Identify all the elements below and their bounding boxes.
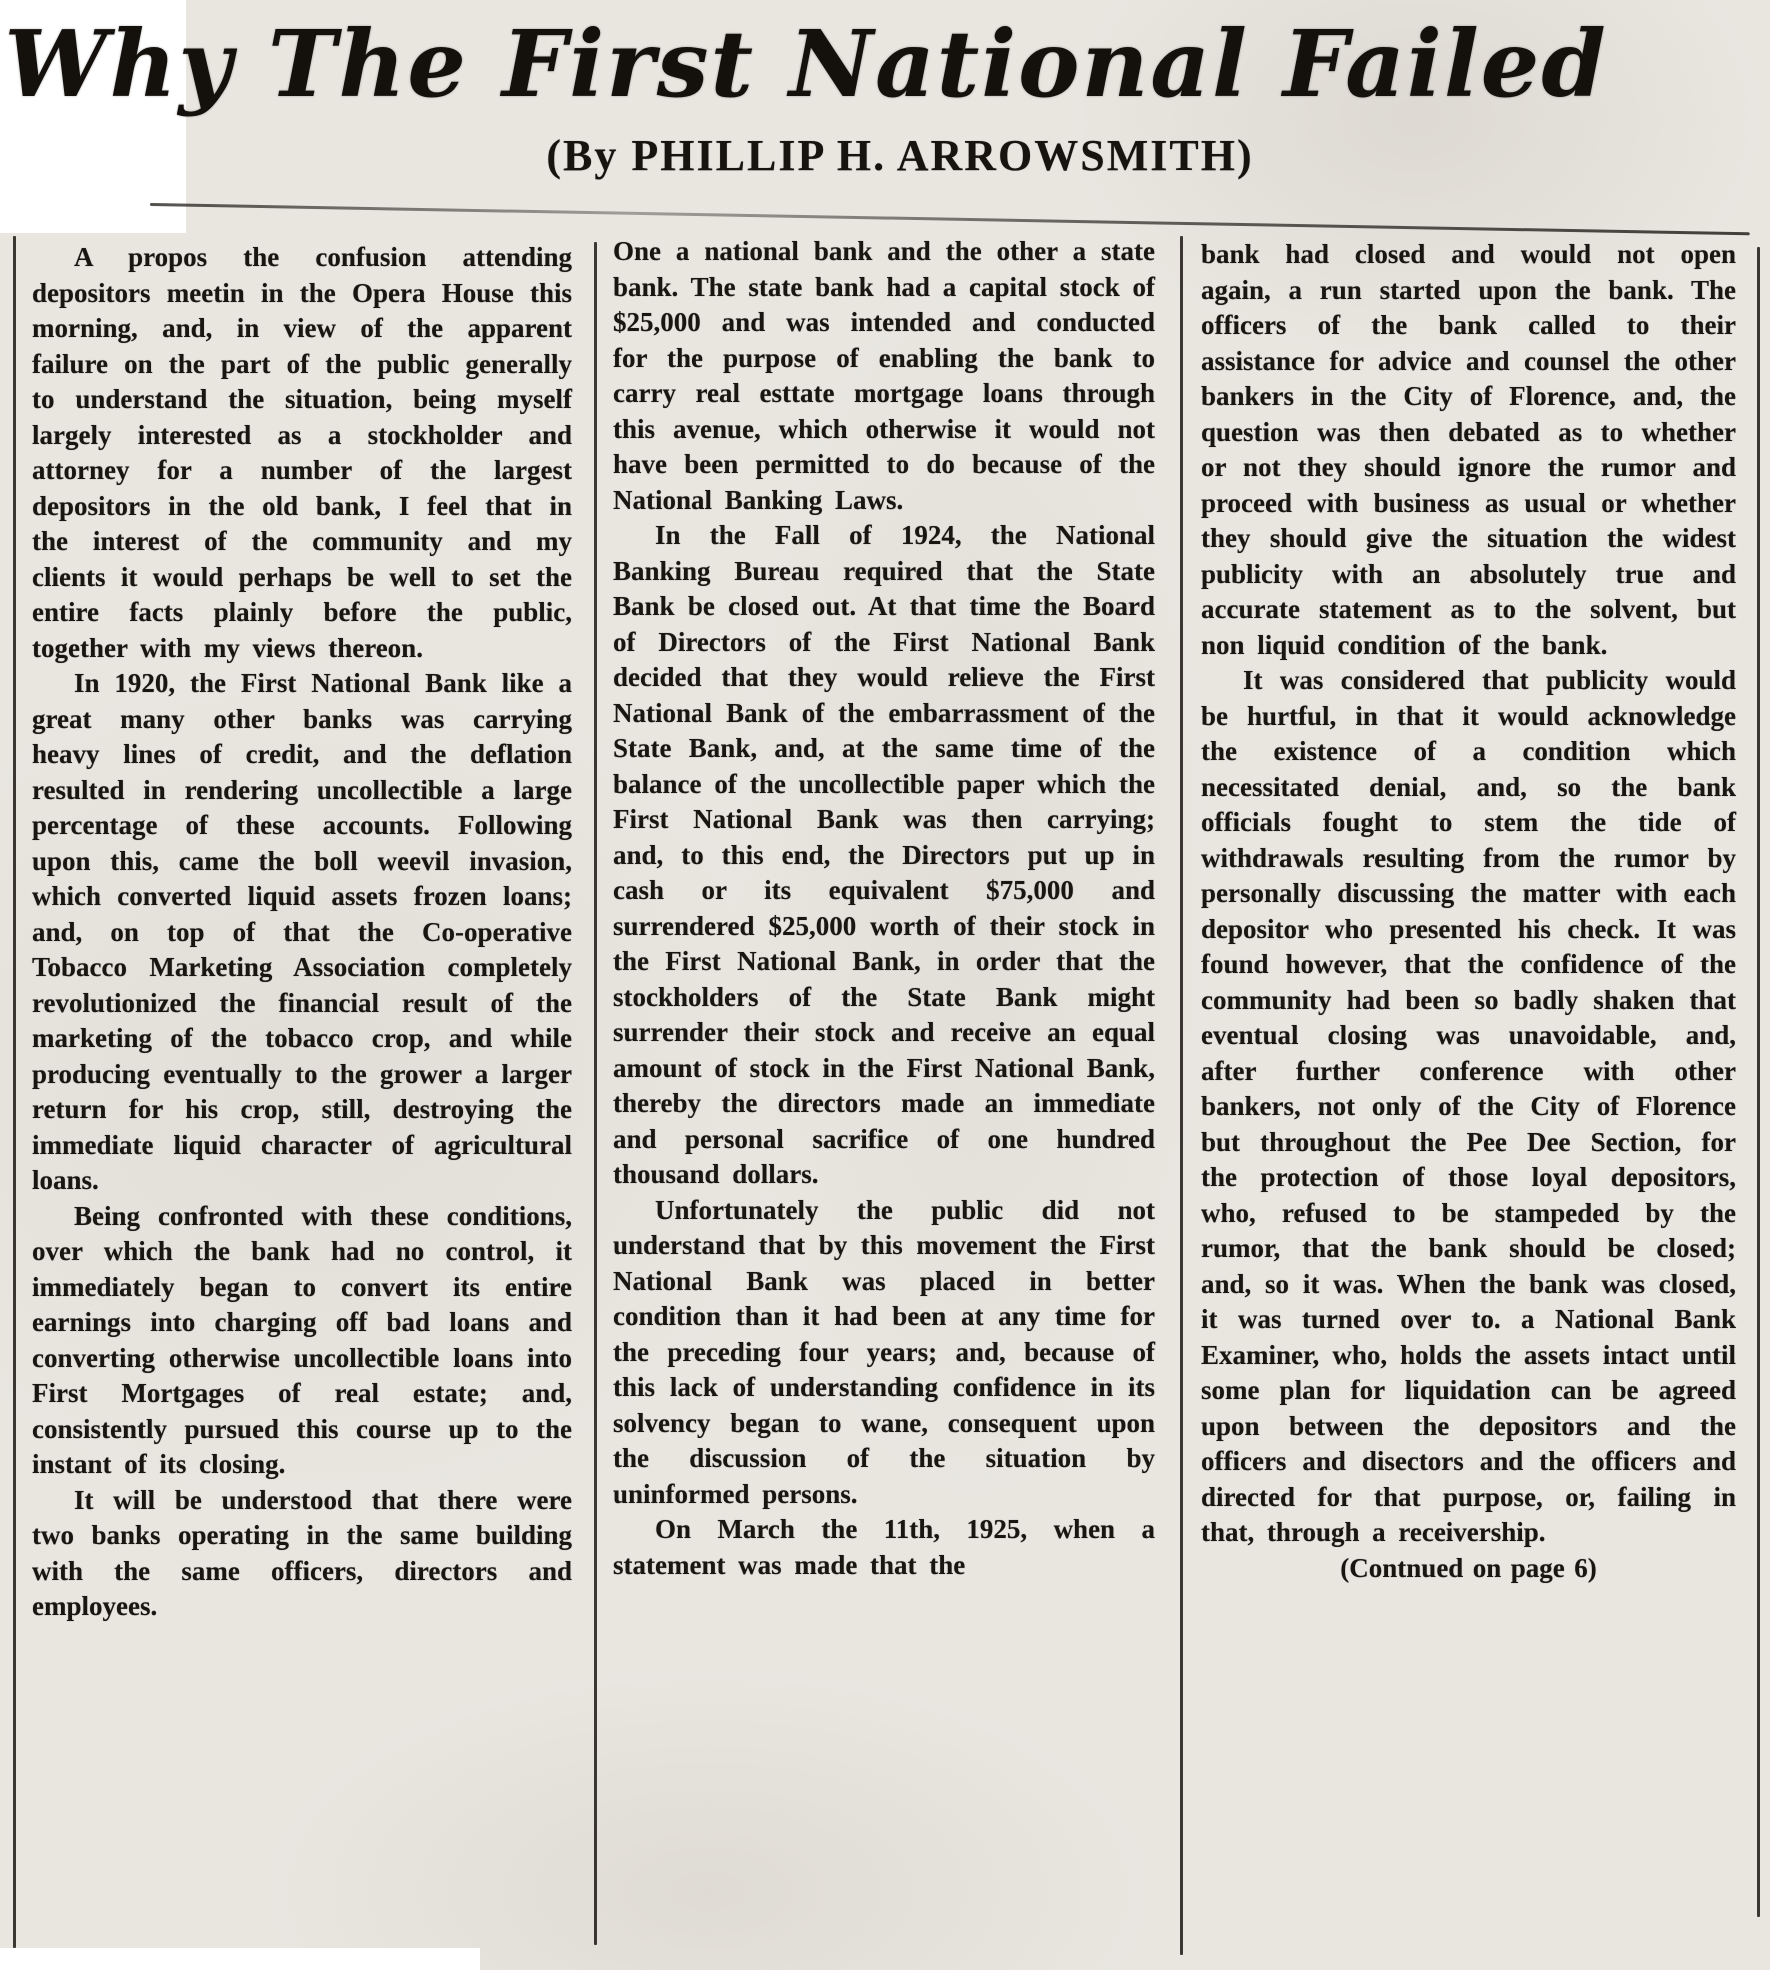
article-headline: Why The First National Failed: [4, 10, 1608, 118]
article-paragraph: A propos the confusion attending depositors meetin in the Opera House this morning, and, in view of the apparent failure on the part of the public generally to understand the situation, being myself largely interested as a stockholder and attorney for a number of the largest depositors in the old bank, I feel that in the interest of the community and my clients it would perhaps be well to set the entire facts plainly before the public, together with my views thereon.: [32, 242, 572, 663]
article-paragraph: Being confronted with these conditions, over which the bank had no control, it immediately began to convert its entire earnings into charging off bad loans and converting otherwise uncollectible loans into First Mortgages of real estate; and, consistently pursued this course up to the instant of its closing.: [32, 1200, 572, 1479]
column-rule-left-edge: [13, 236, 16, 1948]
article-paragraph: One a national bank and the other a state bank. The state bank had a capital stock of $25,000 and was intended and conducted for the purpose of enabling the bank to carry real esttate mortgage loans through this avenue, which otherwise it would not have been permitted to do because of the National Banking Laws.: [613, 236, 1155, 515]
article-paragraph: In 1920, the First National Bank like a great many other banks was carrying heavy lines of credit, and the deflation resulted in rendering uncollectible a large percentage of these accounts. Following upon this, came the boll weevil invasion, which converted liquid assets frozen loans; and, on top of that the Co-operative Tobacco Marketing Association completely revolutionized the financial result of the marketing of the tobacco crop, and while producing eventually to the grower a larger return for his crop, still, destroying the immediate liquid character of agricultural loans.: [32, 668, 572, 1195]
column-rule-2-3: [1180, 236, 1183, 1955]
column-rule-1-2: [594, 242, 597, 1945]
headline-divider-rule: [150, 203, 1750, 235]
article-byline: (By PHILLIP H. ARROWSMITH): [546, 131, 1254, 180]
article-paragraph: It was considered that publicity would be hurtful, in that it would acknowledge the existence of a condition which necessitated denial, and, so the bank officials fought to stem the tide of withdrawals resulting from the rumor by personally discussing the matter with each depositor who presented his check. It was found however, that the confidence of the community had been so badly shaken that eventual closing was unavoidable, and, after further conference with other bankers, not only of the City of Florence but throughout the Pee Dee Section, for the protection of those loyal depositors, who, refused to be stampeded by the rumor, that the bank should be closed; and, so it was. When the bank was closed, it was turned over to. a National Bank Examiner, who, holds the assets intact until some plan for liquidation can be agreed upon between the depositors and the officers and disectors and the officers and directed for that purpose, or, failing in that, through a receivership.: [1201, 665, 1736, 1547]
scan-cutout-bottom-left: [0, 1948, 480, 1970]
article-column-1: [32, 240, 572, 1625]
article-column-2: [613, 234, 1155, 1583]
article-paragraph: bank had closed and would not open again, a run started upon the bank. The officers of the bank called to their assistance for advice and counsel the other bankers in the City of Florence, and, the question was then debated as to whether or not they should ignore the rumor and proceed with business as usual or whether they should give the situation the widest publicity with an absolutely true and accurate statement as to the solvent, but non liquid condition of the bank.: [1201, 239, 1736, 660]
column-rule-right-edge: [1757, 247, 1760, 1917]
article-paragraph: Unfortunately the public did not understand that by this movement the First National Bank was placed in better condition than it had been at any time for the preceding four years; and, because of this lack of understanding confidence in its solvency began to wane, consequent upon the discussion of the situation by uninformed persons.: [613, 1194, 1155, 1509]
article-paragraph: In the Fall of 1924, the National Banking Bureau required that the State Bank be closed out. At that time the Board of Directors of the First National Bank decided that they would relieve the First National Bank of the embarrassment of the State Bank, and, at the same time of the balance of the uncollectible paper which the First National Bank was then carrying; and, to this end, the Directors put up in cash or its equivalent $75,000 and surrendered $25,000 worth of their stock in the First National Bank, in order that the stockholders of the State Bank might surrender their stock and receive an equal amount of stock in the First National Bank, thereby the directors made an immediate and personal sacrifice of one hundred thousand dollars.: [613, 520, 1155, 1189]
article-paragraph: On March the 11th, 1925, when a statement was made that the: [613, 1514, 1155, 1580]
article-paragraph: (Contnued on page 6): [1340, 1552, 1597, 1583]
article-column-3: [1201, 237, 1736, 1586]
article-paragraph: It will be understood that there were two banks operating in the same building with the same officers, directors and employees.: [32, 1484, 572, 1621]
